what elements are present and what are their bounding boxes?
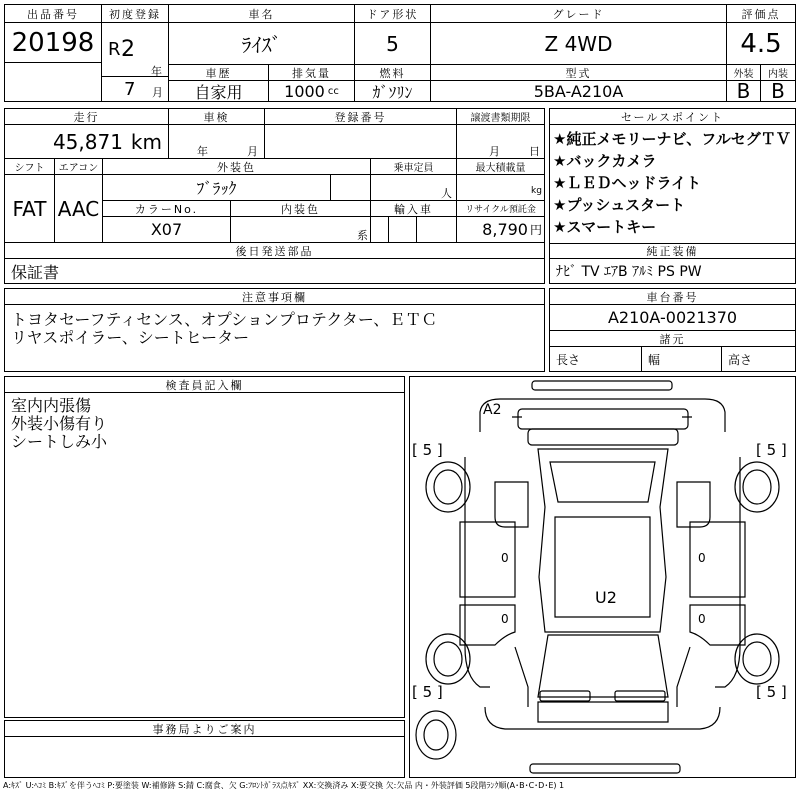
inspector-note: シートしみ小 bbox=[11, 432, 108, 451]
grade-value: Z 4WD bbox=[431, 23, 727, 65]
month-unit: 月 bbox=[152, 86, 163, 99]
height-cell: 高さ bbox=[728, 352, 753, 367]
front-bumper-top bbox=[532, 381, 672, 390]
standard-equipment-value: ﾅﾋﾞ TV ｴｱB ｱﾙﾐ PS PW bbox=[556, 264, 702, 280]
lot-no-value: 20198 bbox=[5, 23, 102, 63]
mark-u2: U2 bbox=[595, 588, 617, 607]
car-name-header: 車名 bbox=[169, 5, 355, 23]
car-diagram-svg bbox=[410, 377, 795, 777]
recycle-header: リサイクル預託金 bbox=[457, 201, 544, 217]
inspection-year-unit: 年 bbox=[197, 145, 208, 158]
sales-points-box bbox=[549, 108, 796, 284]
person-unit: 人 bbox=[441, 187, 452, 200]
header-table bbox=[4, 4, 796, 102]
score-value: 4.5 bbox=[727, 23, 795, 65]
interior-value: B bbox=[771, 81, 785, 101]
spare-tire bbox=[416, 711, 456, 759]
import-cell-c bbox=[417, 217, 457, 243]
notes-box bbox=[4, 288, 545, 372]
wheel-mark: 0 bbox=[698, 612, 706, 626]
wheel-mark: 0 bbox=[698, 551, 706, 565]
ext-color-header: 外装色 bbox=[103, 159, 371, 175]
ext-color-extra bbox=[331, 175, 371, 201]
kg-unit: kg bbox=[531, 186, 542, 196]
right-front-door-top bbox=[677, 482, 710, 527]
recycle-value: 8,790 bbox=[482, 220, 528, 239]
tire-label-rl: [ 5 ] bbox=[412, 683, 443, 701]
front-glass bbox=[550, 462, 655, 502]
tire-label-fr: [ 5 ] bbox=[756, 441, 787, 459]
door-header: ドア形状 bbox=[355, 5, 431, 23]
inspection-cell bbox=[169, 125, 265, 159]
transfer-docs-header: 譲渡書類期限 bbox=[457, 109, 544, 125]
import-cell-b bbox=[389, 217, 417, 243]
later-parts-value: 保証書 bbox=[11, 262, 60, 282]
wheel-mark: 0 bbox=[501, 551, 509, 565]
chassis-no-header: 車台番号 bbox=[550, 289, 795, 305]
max-load-header: 最大積載量 bbox=[457, 159, 544, 175]
inspector-header: 検査員記入欄 bbox=[5, 377, 404, 393]
year-unit: 年 bbox=[151, 65, 162, 77]
width-cell: 幅 bbox=[642, 347, 722, 371]
sales-point: ★プッシュスタート bbox=[553, 196, 686, 214]
km-unit: km bbox=[130, 129, 162, 154]
era-value: R bbox=[108, 39, 121, 60]
fuel-header: 燃料 bbox=[355, 65, 431, 81]
inspector-note: 室内内張傷 bbox=[11, 396, 92, 415]
ext-color-value: ﾌﾞﾗｯｸ bbox=[103, 175, 331, 201]
reg-no-header: 登録番号 bbox=[265, 109, 457, 125]
exterior-value: B bbox=[727, 81, 761, 101]
first-reg-year-cell bbox=[102, 23, 169, 77]
sales-point: ★スマートキー bbox=[553, 218, 657, 236]
chassis-no-value: A210A-0021370 bbox=[550, 305, 795, 331]
rear-glass bbox=[538, 635, 668, 697]
inspector-box bbox=[4, 376, 405, 718]
color-no-value: X07 bbox=[103, 217, 231, 243]
recycle-cell bbox=[457, 217, 544, 243]
notes-header: 注意事項欄 bbox=[5, 289, 544, 305]
mileage-header: 走行 bbox=[5, 109, 169, 125]
rear-lamp-left bbox=[540, 691, 590, 701]
first-reg-month-cell bbox=[102, 77, 169, 101]
series-unit: 系 bbox=[357, 229, 368, 242]
trunk bbox=[538, 702, 668, 722]
inspection-month-unit: 月 bbox=[247, 145, 258, 158]
exterior-header: 外装 bbox=[727, 65, 761, 81]
sales-point: ★バックカメラ bbox=[553, 152, 657, 170]
interior-header: 内装 bbox=[761, 65, 795, 81]
history-header: 車歴 bbox=[169, 65, 269, 81]
import-cell-a bbox=[371, 217, 389, 243]
score-header: 評価点 bbox=[727, 5, 795, 23]
note-line: リヤスポイラー、シートヒーター bbox=[11, 328, 250, 347]
displacement-cell bbox=[269, 81, 355, 101]
office-header: 事務局よりご案内 bbox=[5, 721, 404, 737]
fuel-value: ｶﾞｿﾘﾝ bbox=[355, 81, 431, 101]
inspection-header: 車検 bbox=[169, 109, 265, 125]
car-name-value: ﾗｲｽﾞ bbox=[169, 23, 355, 65]
shift-value: FAT bbox=[5, 175, 55, 243]
displacement-value: 1000 bbox=[284, 81, 325, 101]
notes-list bbox=[11, 311, 437, 347]
mileage-value: 45,871 bbox=[52, 129, 123, 154]
transfer-day-unit: 日 bbox=[529, 145, 540, 158]
rear-bumper-bottom bbox=[530, 764, 680, 773]
inspector-notes-list bbox=[11, 397, 107, 451]
lot-no-header: 出品番号 bbox=[5, 5, 102, 23]
door-value: 5 bbox=[355, 23, 431, 65]
cc-unit: cc bbox=[327, 85, 339, 97]
aircon-value: AAC bbox=[55, 175, 103, 243]
lot-no-blank bbox=[5, 63, 102, 101]
windshield-top bbox=[528, 429, 678, 445]
history-value: 自家用 bbox=[169, 81, 269, 101]
note-line: トヨタセーフティセンス、オプションプロテクター、ＥＴＣ bbox=[11, 310, 438, 329]
year-value: 2 bbox=[121, 37, 135, 62]
first-reg-header: 初度登録 bbox=[102, 5, 169, 23]
dimensions-header: 諸元 bbox=[550, 331, 795, 347]
mileage-cell bbox=[5, 125, 169, 159]
displacement-header: 排気量 bbox=[269, 65, 355, 81]
legend-text: A:ｷｽﾞ U:ﾍｺﾐ B:ｷｽﾞを伴うﾍｺﾐ P:要塗装 W:補修跡 S:錆 C:腐食、欠 G:ﾌﾛﾝﾄｶﾞﾗｽ点ｷｽﾞ XX:交換済み X:要交換 欠:欠品 内・外装評価 5段階ﾗﾝｸ順(A･B･C･D･E) 1 bbox=[3, 781, 565, 790]
tire-label-rr: [ 5 ] bbox=[756, 683, 787, 701]
wheel-mark: 0 bbox=[501, 612, 509, 626]
reg-no-value bbox=[265, 125, 457, 159]
hood-top bbox=[518, 409, 688, 429]
sales-point: ★純正メモリーナビ、フルセグＴＶ bbox=[553, 130, 791, 148]
later-parts-header: 後日発送部品 bbox=[5, 243, 544, 259]
sales-points-header: セールスポイント bbox=[550, 109, 795, 125]
car-diagram bbox=[409, 376, 796, 778]
sales-points-list bbox=[553, 128, 795, 238]
model-code-value: 5BA-A210A bbox=[431, 81, 727, 101]
transfer-docs-cell bbox=[457, 125, 544, 159]
yen-unit: 円 bbox=[529, 223, 542, 237]
aircon-header: エアコン bbox=[55, 159, 103, 175]
transfer-month-unit: 月 bbox=[489, 145, 500, 158]
int-color-header: 内装色 bbox=[231, 201, 371, 217]
grade-header: グレード bbox=[431, 5, 727, 23]
inspector-note: 外装小傷有り bbox=[11, 414, 108, 433]
int-color-cell bbox=[231, 217, 371, 243]
rear-bumper bbox=[485, 707, 720, 729]
shift-header: シフト bbox=[5, 159, 55, 175]
capacity-cell bbox=[371, 175, 457, 201]
rear-lamp-right bbox=[615, 691, 665, 701]
office-box bbox=[4, 720, 405, 778]
sales-point: ★ＬＥＤヘッドライト bbox=[553, 174, 701, 192]
import-header: 輸入車 bbox=[371, 201, 457, 217]
model-code-header: 型式 bbox=[431, 65, 727, 81]
chassis-box bbox=[549, 288, 796, 372]
color-no-header: カラーNo. bbox=[103, 201, 231, 217]
month-value: 7 bbox=[124, 79, 136, 100]
length-cell: 長さ bbox=[550, 347, 642, 371]
max-load-cell bbox=[457, 175, 544, 201]
vehicle-details-table bbox=[4, 108, 545, 284]
tire-label-fl: [ 5 ] bbox=[412, 441, 443, 459]
capacity-header: 乗車定員 bbox=[371, 159, 457, 175]
left-front-door-top bbox=[495, 482, 528, 527]
standard-equipment-header: 純正装備 bbox=[550, 243, 795, 259]
mark-a2: A2 bbox=[483, 402, 502, 418]
